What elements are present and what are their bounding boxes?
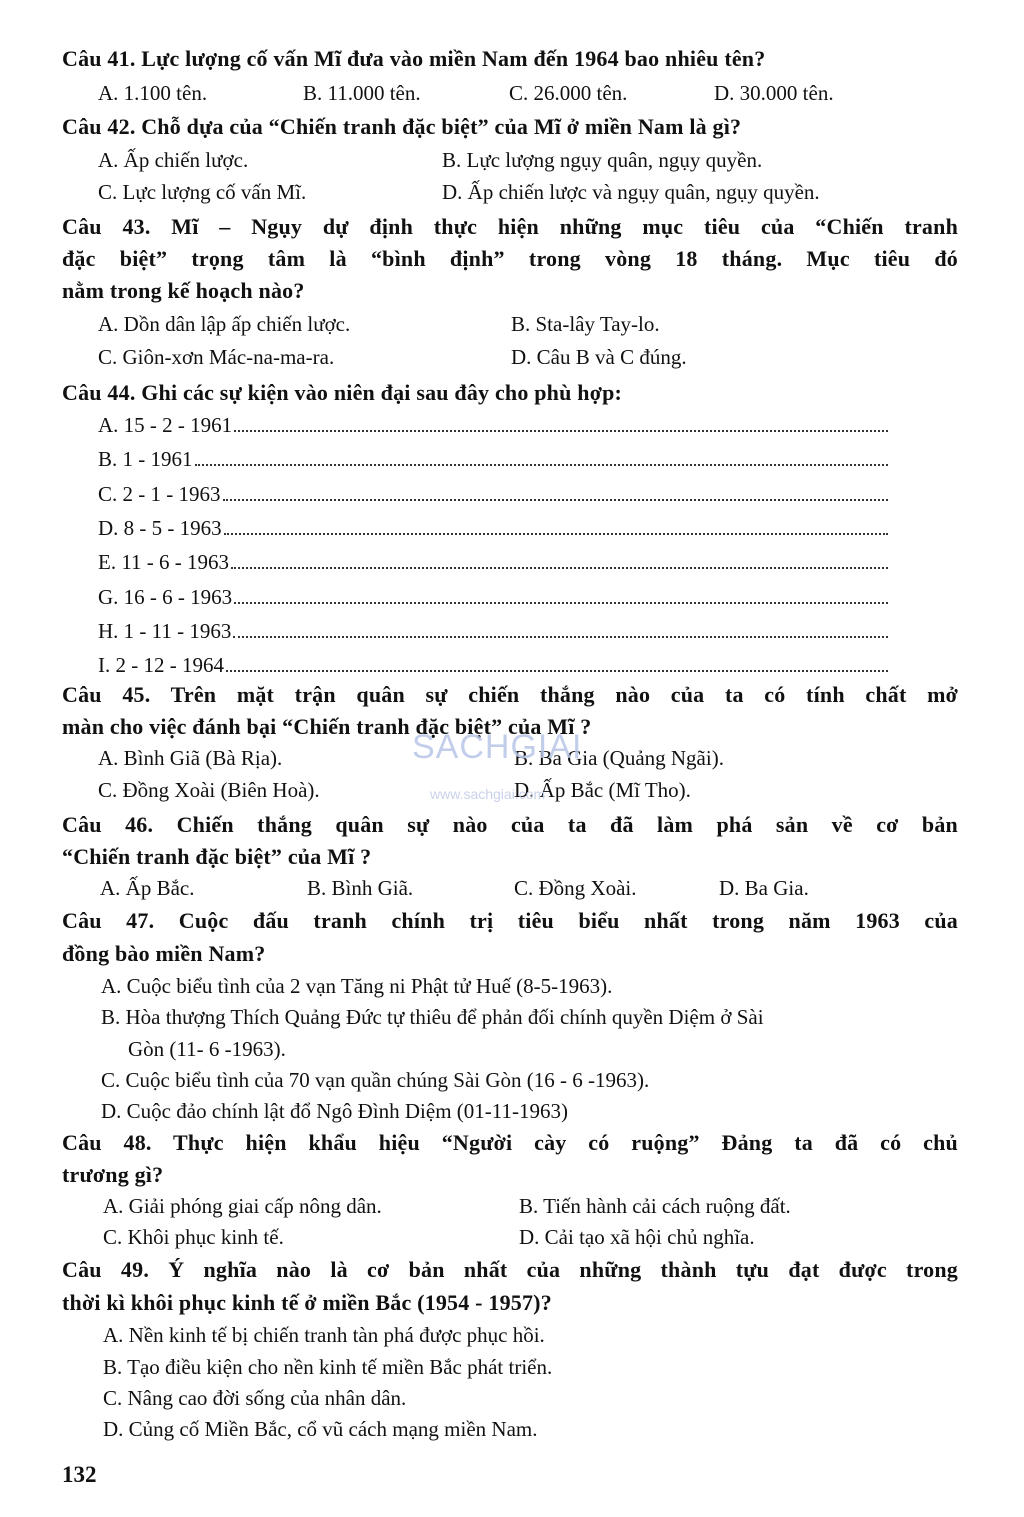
q48-title-line-2: trương gì?: [62, 1162, 164, 1187]
fill-dots: [195, 444, 889, 466]
q41-option-d: D. 30.000 tên.: [714, 81, 834, 105]
q45-option-d: D. Ấp Bắc (Mĩ Tho).: [514, 778, 691, 802]
q45-option-a: A. Bình Giã (Bà Rịa).: [98, 746, 283, 770]
question-43-title-cont: [62, 243, 958, 275]
question-43-title: [62, 211, 958, 243]
q43-option-a: A. Dồn dân lập ấp chiến lược.: [98, 312, 351, 336]
fill-dots: [226, 650, 888, 672]
fill-dots: [233, 616, 888, 638]
q49-option-d: D. Củng cố Miền Bắc, cổ vũ cách mạng miền Nam.: [103, 1417, 538, 1441]
q47-title-line-1: Câu 47. Cuộc đấu tranh chính trị tiêu biểu nhất trong năm 1963 của: [62, 908, 958, 933]
q48-option-b: B. Tiến hành cải cách ruộng đất.: [519, 1194, 791, 1218]
fill-dots: [234, 582, 888, 604]
q44-fill-row: [98, 547, 888, 577]
q49-title-line-2: thời kì khôi phục kinh tế ở miền Bắc (1954 - 1957)?: [62, 1290, 552, 1315]
q44-fill-row: [98, 410, 888, 440]
q48-option-a: A. Giải phóng giai cấp nông dân.: [103, 1194, 382, 1218]
q45-option-b: B. Ba Gia (Quảng Ngãi).: [514, 746, 724, 770]
q44-fill-row: [98, 650, 888, 680]
q46-title-line-1: Câu 46. Chiến thắng quân sự nào của ta đã làm phá sản về cơ bản: [62, 812, 958, 837]
q49-option-b: B. Tạo điều kiện cho nền kinh tế miền Bắc phát triển.: [103, 1355, 553, 1379]
q42-option-a: A. Ấp chiến lược.: [98, 148, 249, 172]
q44-fill-row: [98, 444, 888, 474]
q41-option-c: C. 26.000 tên.: [509, 81, 628, 105]
q43-title-line-3: nằm trong kế hoạch nào?: [62, 278, 305, 303]
question-44-title: Câu 44. Ghi các sự kiện vào niên đại sau đây cho phù hợp:: [62, 380, 623, 405]
q49-title-line-1: Câu 49. Ý nghĩa nào là cơ bản nhất của những thành tựu đạt được trong: [62, 1257, 958, 1282]
q44-date-i: I. 2 - 12 - 1964: [98, 653, 224, 677]
q45-title-line-1: Câu 45. Trên mặt trận quân sự chiến thắng nào của ta có tính chất mở: [62, 682, 958, 707]
q43-option-b: B. Sta-lây Tay-lo.: [511, 312, 660, 336]
q43-option-c: C. Giôn-xơn Mác-na-ma-ra.: [98, 345, 335, 369]
q46-option-a: A. Ấp Bắc.: [100, 876, 195, 900]
q48-title-line-1: Câu 48. Thực hiện khẩu hiệu “Người cày có ruộng” Đảng ta đã có chủ: [62, 1130, 958, 1155]
q44-fill-row: [98, 513, 888, 543]
q43-option-d: D. Câu B và C đúng.: [511, 345, 687, 369]
fill-dots: [234, 410, 888, 432]
q43-title-line-1: Câu 43. Mĩ – Ngụy dự định thực hiện những mục tiêu của “Chiến tranh: [62, 214, 958, 239]
question-45-title: [62, 679, 958, 711]
q44-date-e: E. 11 - 6 - 1963: [98, 550, 230, 574]
question-48-title: [62, 1127, 958, 1159]
q47-option-a: A. Cuộc biểu tình của 2 vạn Tăng ni Phật tử Huế (8-5-1963).: [101, 974, 613, 998]
q46-title-line-2: “Chiến tranh đặc biệt” của Mĩ ?: [62, 844, 372, 869]
q44-fill-row: [98, 479, 888, 509]
question-49-title: [62, 1254, 958, 1286]
q42-option-d: D. Ấp chiến lược và ngụy quân, ngụy quyền.: [442, 180, 820, 204]
fill-dots: [231, 547, 888, 569]
q42-option-c: C. Lực lượng cố vấn Mĩ.: [98, 180, 307, 204]
q43-title-line-2: đặc biệt” trọng tâm là “bình định” trong vòng 18 tháng. Mục tiêu đó: [62, 246, 958, 271]
q44-date-a: A. 15 - 2 - 1961: [98, 413, 233, 437]
page-number: 132: [62, 1462, 97, 1487]
q49-option-a: A. Nền kinh tế bị chiến tranh tàn phá được phục hồi.: [103, 1323, 545, 1347]
q44-date-g: G. 16 - 6 - 1963: [98, 585, 233, 609]
q41-option-b: B. 11.000 tên.: [303, 81, 421, 105]
watermark-brand: SACHGIAI: [412, 728, 583, 766]
q45-title-line-2: màn cho việc đánh bại “Chiến tranh đặc biệt” của Mĩ ?: [62, 714, 592, 739]
q47-option-b-cont: Gòn (11- 6 -1963).: [128, 1037, 286, 1061]
q44-date-c: C. 2 - 1 - 1963: [98, 482, 221, 506]
q47-option-c: C. Cuộc biểu tình của 70 vạn quần chúng Sài Gòn (16 - 6 -1963).: [101, 1068, 650, 1092]
q47-option-d: D. Cuộc đảo chính lật đổ Ngô Đình Diệm (01-11-1963): [101, 1099, 568, 1123]
q47-title-line-2: đồng bào miền Nam?: [62, 941, 266, 966]
q44-date-h: H. 1 - 11 - 1963: [98, 619, 232, 643]
fill-dots: [223, 479, 889, 501]
q48-option-c: C. Khôi phục kinh tế.: [103, 1225, 284, 1249]
q42-option-b: B. Lực lượng ngụy quân, ngụy quyền.: [442, 148, 763, 172]
q44-date-d: D. 8 - 5 - 1963: [98, 516, 222, 540]
question-41-title: Câu 41. Lực lượng cố vấn Mĩ đưa vào miền Nam đến 1964 bao nhiêu tên?: [62, 46, 766, 71]
question-47-title: [62, 905, 958, 937]
q46-option-c: C. Đồng Xoài.: [514, 876, 637, 900]
q49-option-c: C. Nâng cao đời sống của nhân dân.: [103, 1386, 407, 1410]
watermark-url: www.sachgiai.com: [430, 786, 546, 802]
question-46-title: [62, 809, 958, 841]
question-42-title: Câu 42. Chỗ dựa của “Chiến tranh đặc biệt” của Mĩ ở miền Nam là gì?: [62, 114, 742, 139]
q45-option-c: C. Đồng Xoài (Biên Hoà).: [98, 778, 320, 802]
q48-option-d: D. Cải tạo xã hội chủ nghĩa.: [519, 1225, 755, 1249]
q44-fill-row: [98, 616, 888, 646]
q46-option-d: D. Ba Gia.: [719, 876, 809, 900]
fill-dots: [224, 513, 888, 535]
q44-date-b: B. 1 - 1961: [98, 447, 193, 471]
q47-option-b: B. Hòa thượng Thích Quảng Đức tự thiêu để phản đối chính quyền Diệm ở Sài: [101, 1005, 764, 1029]
q44-fill-row: [98, 582, 888, 612]
q46-option-b: B. Bình Giã.: [307, 876, 414, 900]
q41-option-a: A. 1.100 tên.: [98, 81, 208, 105]
